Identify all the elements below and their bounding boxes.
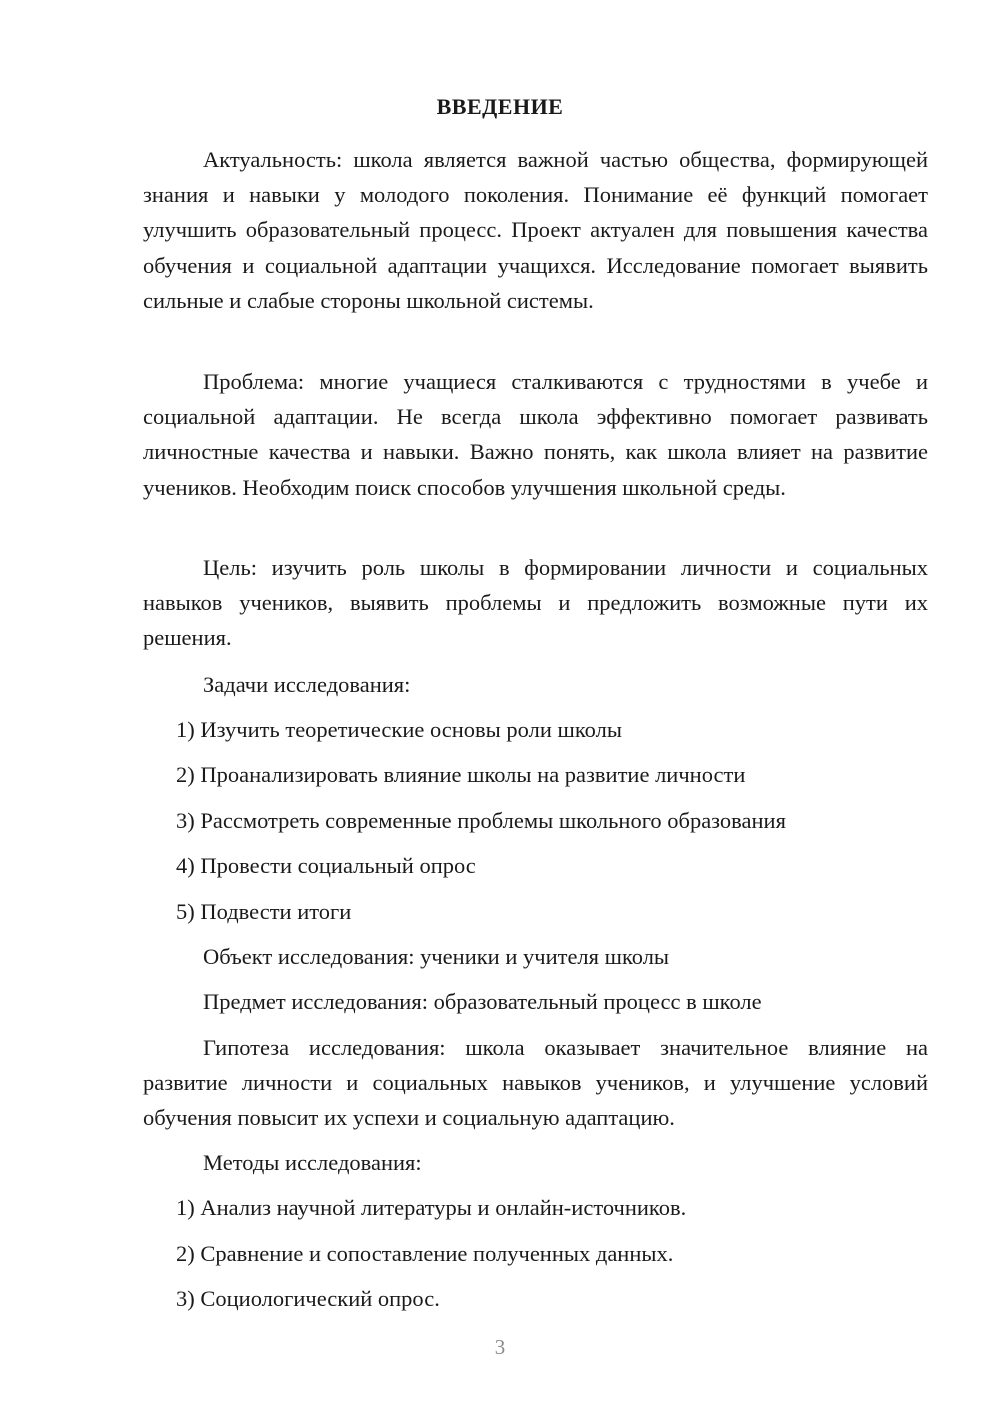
problem-paragraph: Проблема: многие учащиеся сталкиваются с трудностями в учебе и социальной адаптации. Не всегда школа эффективно помогает развивать личностные качества и навыки. Важно понять, как школа влияет на развитие учеников. Необходим поиск способов улучшения школьной среды. xyxy=(143,369,928,500)
methods-heading: Методы исследования: xyxy=(203,1150,422,1175)
task-item: 5) Подвести итоги xyxy=(176,899,352,924)
subject-line: Предмет исследования: образовательный процесс в школе xyxy=(203,989,762,1014)
method-item: 2) Сравнение и сопоставление полученных данных. xyxy=(176,1241,674,1266)
object-line: Объект исследования: ученики и учителя школы xyxy=(203,944,670,969)
page-title: ВВЕДЕНИЕ xyxy=(436,94,564,119)
goal-paragraph: Цель: изучить роль школы в формировании личности и социальных навыков учеников, выявить проблемы и предложить возможные пути их решения. xyxy=(143,555,928,651)
task-item: 3) Рассмотреть современные проблемы школьного образования xyxy=(176,808,786,833)
page-number: 3 xyxy=(494,1335,506,1359)
method-item: 1) Анализ научной литературы и онлайн-источников. xyxy=(176,1195,687,1220)
task-item: 2) Проанализировать влияние школы на развитие личности xyxy=(176,762,746,787)
relevance-paragraph: Актуальность: школа является важной частью общества, формирующей знания и навыки у молодого поколения. Понимание её функций помогает улучшить образовательный процесс. Проект актуален для повышения качества обучения и социальной адаптации учащихся. Исследование помогает выявить сильные и слабые стороны школьной системы. xyxy=(143,147,928,313)
method-item: 3) Социологический опрос. xyxy=(176,1286,440,1311)
hypothesis-paragraph: Гипотеза исследования: школа оказывает значительное влияние на развитие личности и социальных навыков учеников, и улучшение условий обучения повысит их успехи и социальную адаптацию. xyxy=(143,1035,928,1131)
tasks-heading: Задачи исследования: xyxy=(203,672,411,697)
task-item: 4) Провести социальный опрос xyxy=(176,853,476,878)
task-item: 1) Изучить теоретические основы роли школы xyxy=(176,717,622,742)
